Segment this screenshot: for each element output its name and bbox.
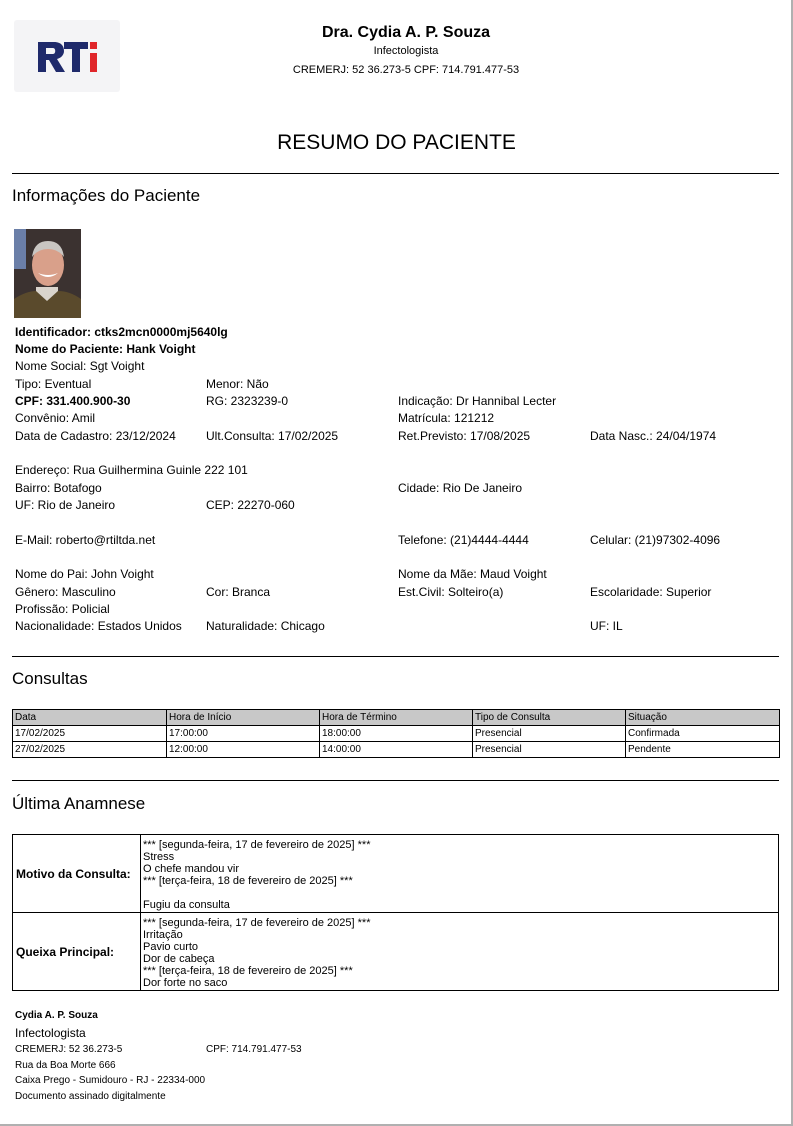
main-complaint-label: Queixa Principal: [13,913,141,991]
consultation-reason-text [141,835,779,913]
text-line: Dor forte no saco [143,977,228,989]
table-cell: 12:00:00 [167,742,320,758]
text-line: Stress [143,851,175,863]
text-line: O chefe mandou vir [143,863,239,875]
text-line: *** [segunda-feira, 17 de fevereiro de 2025] *** [143,839,371,851]
section-title-patient: Informações do Paciente [12,186,201,205]
table-cell: 17:00:00 [167,726,320,742]
patient-enrollment: Matrícula: 121212 [398,411,495,425]
patient-expected-return: Ret.Previsto: 17/08/2025 [398,429,531,443]
patient-education: Escolaridade: Superior [590,585,712,599]
table-cell: 18:00:00 [320,726,473,742]
patient-city: Cidade: Rio De Janeiro [398,481,523,495]
anamnesis-table [12,834,779,991]
patient-phone: Telefone: (21)4444-4444 [398,533,529,547]
table-row [13,913,779,991]
page-title: RESUMO DO PACIENTE [277,131,516,154]
text-line: Irritação [143,929,183,941]
table-cell: 14:00:00 [320,742,473,758]
text-line: *** [terça-feira, 18 de fevereiro de 2025] *** [143,875,353,887]
patient-portrait-icon [14,229,81,318]
column-header: Data [13,710,167,726]
patient-photo [14,229,81,318]
table-row [13,835,779,913]
column-header: Situação [626,710,780,726]
patient-referral: Indicação: Dr Hannibal Lecter [398,394,557,408]
footer-city: Caixa Prego - Sumidouro - RJ - 22334-000 [15,1075,206,1086]
divider [12,173,779,174]
doctor-name: Dra. Cydia A. P. Souza [321,24,491,41]
table-cell: Confirmada [626,726,780,742]
column-header: Tipo de Consulta [473,710,626,726]
footer-doctor-name: Cydia A. P. Souza [15,1010,98,1021]
patient-minor: Menor: Não [206,377,269,391]
doctor-specialty: Infectologista [373,45,439,57]
table-cell: Presencial [473,742,626,758]
patient-last-consultation: Ult.Consulta: 17/02/2025 [206,429,339,443]
patient-address: Endereço: Rua Guilhermina Guinle 222 101 [15,463,248,477]
patient-marital-status: Est.Civil: Solteiro(a) [398,585,504,599]
patient-color: Cor: Branca [206,585,271,599]
text-line [143,887,776,899]
table-row [13,742,780,758]
text-line: Dor de cabeça [143,953,215,965]
consultations-table [12,709,780,758]
text-line: Pavio curto [143,941,199,953]
divider [12,780,779,781]
consultation-reason-label: Motivo da Consulta: [13,835,141,913]
patient-insurance: Convênio: Amil [15,411,96,425]
footer-address: Rua da Boa Morte 666 [15,1060,116,1071]
column-header: Hora de Início [167,710,320,726]
footer-signature-note: Documento assinado digitalmente [15,1091,166,1102]
table-header-row [13,710,780,726]
patient-father: Nome do Pai: John Voight [15,567,154,581]
patient-email: E-Mail: roberto@rtiltda.net [15,533,156,547]
text-line: Fugiu da consulta [143,899,230,911]
patient-mobile: Celular: (21)97302-4096 [590,533,721,547]
doctor-registration: CREMERJ: 52 36.273-5 CPF: 714.791.477-53 [292,64,520,76]
table-cell: Pendente [626,742,780,758]
text-line: *** [terça-feira, 18 de fevereiro de 2025] *** [143,965,353,977]
column-header: Hora de Término [320,710,473,726]
patient-birthplace: Naturalidade: Chicago [206,619,325,633]
table-cell: 27/02/2025 [13,742,167,758]
patient-birth-state: UF: IL [590,619,623,633]
main-complaint-text [141,913,779,991]
patient-nationality: Nacionalidade: Estados Unidos [15,619,182,633]
patient-district: Bairro: Botafogo [15,481,102,495]
patient-name: Nome do Paciente: Hank Voight [15,342,196,356]
footer-cpf: CPF: 714.791.477-53 [206,1044,302,1055]
patient-gender: Gênero: Masculino [15,585,116,599]
divider [12,656,779,657]
patient-registration-date: Data de Cadastro: 23/12/2024 [15,429,176,443]
section-title-anamnesis: Última Anamnese [12,794,146,813]
patient-mother: Nome da Mãe: Maud Voight [398,567,547,581]
footer-cremerj: CREMERJ: 52 36.273-5 [15,1044,123,1055]
table-cell: Presencial [473,726,626,742]
patient-cpf: CPF: 331.400.900-30 [15,394,131,408]
section-title-consultations: Consultas [12,669,88,688]
table-row [13,726,780,742]
footer-specialty: Infectologista [15,1026,86,1040]
patient-social-name: Nome Social: Sgt Voight [15,359,145,373]
table-cell: 17/02/2025 [13,726,167,742]
text-line: *** [segunda-feira, 17 de fevereiro de 2025] *** [143,917,371,929]
patient-type: Tipo: Eventual [15,377,92,391]
patient-birth-date: Data Nasc.: 24/04/1974 [590,429,717,443]
patient-identifier: Identificador: ctks2mcn0000mj5640lg [15,325,228,339]
patient-zip: CEP: 22270-060 [206,498,295,512]
patient-rg: RG: 2323239-0 [206,394,289,408]
patient-profession: Profissão: Policial [15,602,110,616]
patient-state: UF: Rio de Janeiro [15,498,116,512]
